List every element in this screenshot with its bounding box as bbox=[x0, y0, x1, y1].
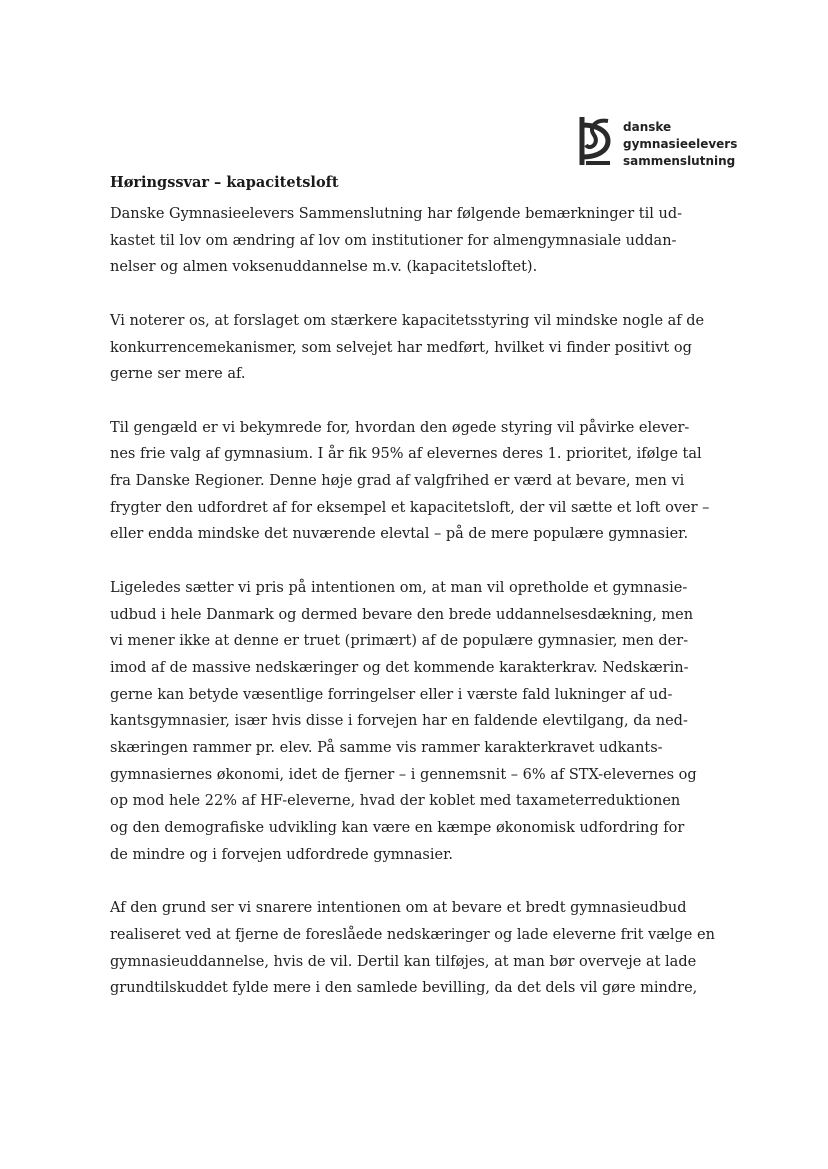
text-line: og den demografiske udvikling kan være en kæmpe økonomisk udfordring for bbox=[110, 820, 685, 837]
text-line: kastet til lov om ændring af lov om institutioner for almengymnasiale uddan- bbox=[110, 232, 677, 249]
text-line: Danske Gymnasieelevers Sammenslutning har følgende bemærkninger til ud- bbox=[110, 206, 683, 222]
text-line: nes frie valg af gymnasium. I år fik 95% af elevernes deres 1. prioritet, ifølge tal bbox=[110, 446, 702, 463]
text-line: gymnasieuddannelse, hvis de vil. Dertil kan tilføjes, at man bør overveje at lade bbox=[110, 953, 697, 970]
text-line: frygter den udfordret af for eksempel et kapacitetsloft, der vil sætte et loft over – bbox=[110, 499, 710, 516]
text-line: vi mener ikke at denne er truet (primært) af de populære gymnasier, men der- bbox=[110, 633, 689, 650]
text-line: gerne ser mere af. bbox=[110, 366, 246, 383]
text-line: imod af de massive nedskæringer og det kommende karakterkrav. Nedskærin- bbox=[110, 659, 689, 676]
text-line: gerne kan betyde væsentlige forringelser eller i værste fald lukninger af ud- bbox=[110, 686, 673, 703]
text-line: Til gengæld er vi bekymrede for, hvordan den øgede styring vil påvirke elever- bbox=[110, 419, 690, 436]
paragraph-coverage bbox=[110, 575, 730, 869]
dgs-logo-icon bbox=[578, 115, 612, 167]
text-line: de mindre og i forvejen udfordrede gymnasier. bbox=[110, 846, 454, 863]
text-line: Af den grund ser vi snarere intentionen om at bevare et bredt gymnasieudbud bbox=[110, 900, 687, 917]
logo-line: sammenslutning bbox=[623, 154, 736, 168]
paragraph-intro bbox=[110, 201, 730, 281]
text-line: fra Danske Regioner. Denne høje grad af valgfrihed er værd at bevare, men vi bbox=[110, 473, 685, 489]
text-line: skæringen rammer pr. elev. På samme vis rammer karakterkravet udkants- bbox=[110, 740, 663, 757]
text-line: gymnasiernes økonomi, idet de fjerner – i gennemsnit – 6% af STX-elevernes og bbox=[110, 766, 697, 783]
logo-wordmark bbox=[623, 119, 737, 170]
text-line: eller endda mindske det nuværende elevtal – på de mere populære gymnasier. bbox=[110, 526, 689, 543]
logo-line: danske bbox=[623, 120, 672, 134]
document-body bbox=[110, 201, 730, 1029]
text-line: realiseret ved at fjerne de foreslåede nedskæringer og lade eleverne frit vælge en bbox=[110, 926, 715, 943]
text-line: Vi noterer os, at forslaget om stærkere kapacitetsstyring vil mindske nogle af de bbox=[110, 312, 705, 329]
text-line: konkurrencemekanismer, som selvejet har medført, hvilket vi finder positivt og bbox=[110, 339, 692, 356]
paragraph-competition bbox=[110, 308, 730, 388]
document-title: Høringssvar – kapacitetsloft bbox=[110, 174, 339, 191]
text-line: nelser og almen voksenuddannelse m.v. (kapacitetsloftet). bbox=[110, 259, 538, 276]
paragraph-free-choice bbox=[110, 415, 730, 549]
text-line: grundtilskuddet fylde mere i den samlede bevilling, da det dels vil gøre mindre, bbox=[110, 980, 698, 997]
text-line: udbud i hele Danmark og dermed bevare den brede uddannelsesdækning, men bbox=[110, 606, 694, 623]
text-line: kantsgymnasier, især hvis disse i forvejen har en faldende elevtilgang, da ned- bbox=[110, 713, 688, 730]
logo-line: gymnasieelevers bbox=[623, 137, 738, 151]
text-line: op mod hele 22% af HF-eleverne, hvad der koblet med taxameterreduktionen bbox=[110, 793, 681, 810]
paragraph-conclusion bbox=[110, 895, 730, 1002]
text-line: Ligeledes sætter vi pris på intentionen om, at man vil opretholde et gymnasie- bbox=[110, 579, 688, 596]
organization-logo bbox=[578, 115, 737, 170]
